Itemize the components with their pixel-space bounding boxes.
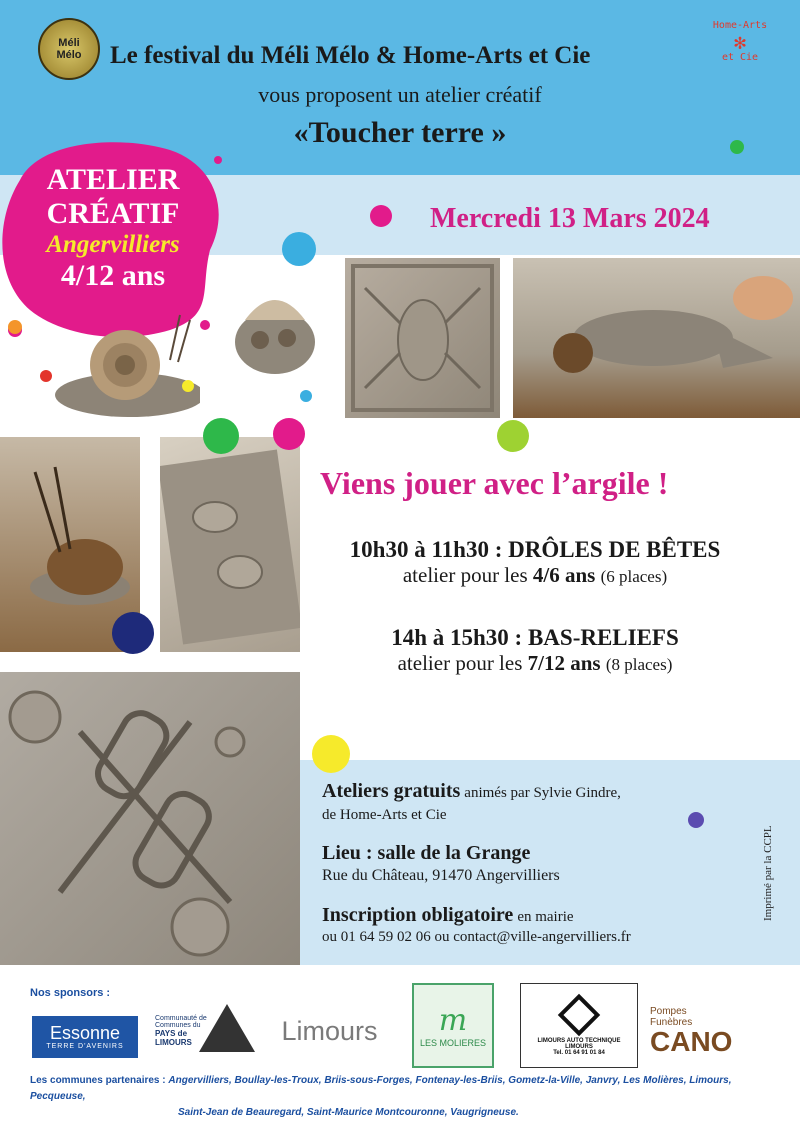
paint-dot-red (40, 370, 52, 382)
triangle-icon (199, 1004, 255, 1052)
session-2-places: (8 places) (605, 655, 673, 674)
renault-logo (520, 983, 638, 1068)
registration-heading: Inscription obligatoire (322, 904, 514, 926)
cc-line3: PAYS de (155, 1029, 188, 1038)
cano-line2: Funèbres (650, 1017, 693, 1028)
dragonfly-relief-photo (0, 672, 300, 965)
session-1-places: (6 places) (600, 567, 668, 586)
session-2 (320, 625, 750, 676)
splash-ages: 4/12 ans (60, 259, 166, 292)
communes-line2: Saint-Jean de Beauregard, Saint-Maurice Montcouronne, Vaugrigneuse. (178, 1107, 519, 1118)
molieres-emblem-icon: m (438, 1003, 468, 1038)
free-workshops (322, 780, 621, 824)
paint-dot-blue-small (300, 390, 312, 402)
session-1-ages: 4/6 ans (532, 563, 596, 587)
printer-note (758, 800, 778, 920)
partner-communes (30, 1073, 780, 1121)
bird-sculpture-photo (513, 258, 800, 418)
splash-line2: CRÉATIF (46, 197, 180, 230)
session-2-ages: 7/12 ans (527, 651, 601, 675)
session-2-subtitle (320, 651, 750, 676)
paint-dot-magenta-2 (273, 418, 305, 450)
main-heading: Viens jouer avec l’argile ! (320, 465, 669, 501)
splash-line1: ATELIER (46, 163, 180, 196)
free-detail: animés par Sylvie Gindre, (464, 785, 621, 801)
registration-contact: ou 01 64 59 02 06 ou contact@ville-angervilliers.fr (322, 929, 631, 945)
cc-line4: LIMOURS (155, 1038, 192, 1047)
splash-town: Angervilliers (46, 231, 180, 258)
free-detail-2: de Home-Arts et Cie (322, 807, 447, 823)
cano-line1: Pompes (650, 1006, 687, 1017)
header-subtitle: vous proposent un atelier créatif (258, 82, 542, 107)
limours-logo: Limours (281, 1015, 378, 1046)
communes-label: Les communes partenaires : (30, 1075, 169, 1086)
lobster-icon: ✻ (733, 30, 747, 54)
spider-relief-photo (345, 258, 500, 418)
cc-line1: Communauté de (155, 1015, 207, 1022)
paint-dot-navy (112, 612, 154, 654)
registration (322, 904, 631, 946)
header-organizers: Le festival du Méli Mélo & Home-Arts et Cie (110, 42, 591, 69)
renault-line2: LIMOURS (565, 1043, 593, 1050)
renault-diamond-icon (558, 993, 600, 1035)
home-arts-logo-line2: et Cie (721, 52, 759, 63)
molieres-name: LES MOLIERES (419, 1038, 487, 1048)
home-arts-logo-line1: Home-Arts (712, 20, 768, 31)
free-heading: Ateliers gratuits (322, 780, 461, 802)
home-arts-logo (700, 20, 780, 80)
page-title: «Toucher terre » (293, 116, 507, 149)
renault-line3: Tel. 01 64 91 01 84 (553, 1049, 605, 1056)
paint-dot-magenta (370, 205, 392, 227)
sponsors-label: Nos sponsors : (30, 987, 111, 999)
location-heading: Lieu : salle de la Grange (322, 842, 531, 864)
meli-melo-logo (38, 18, 100, 80)
paint-dot-lime (497, 420, 529, 452)
meli-melo-logo-line2: Mélo (56, 49, 82, 61)
essonne-name: Essonne (49, 1023, 121, 1043)
session-2-title: 14h à 15h30 : BAS-RELIEFS (391, 625, 679, 650)
registration-where: en mairie (517, 909, 574, 925)
paint-dot-green-2 (203, 418, 239, 454)
session-1 (320, 537, 750, 588)
shell-sculpture-photo (225, 280, 325, 380)
renault-line1: LIMOURS AUTO TECHNIQUE (537, 1037, 621, 1044)
paint-dot-yellow-2 (312, 735, 350, 773)
location-address: Rue du Château, 91470 Angervilliers (322, 867, 560, 884)
location (322, 842, 560, 885)
paint-dot-orange (8, 320, 22, 334)
paint-dot-blue (282, 232, 316, 266)
cano-logo (650, 1000, 750, 1062)
event-date: Mercredi 13 Mars 2024 (430, 203, 710, 234)
session-1-title: 10h30 à 11h30 : DRÔLES DE BÊTES (349, 537, 721, 562)
session-2-prefix: atelier pour les (397, 651, 528, 675)
cano-name: CANO (650, 1026, 733, 1057)
essonne-logo (32, 1016, 138, 1058)
printer-note-text: Imprimé par la CCPL (762, 825, 774, 921)
snail-sculpture-photo (40, 300, 200, 425)
cc-line2: Communes du (155, 1022, 201, 1029)
paint-dot-purple (688, 812, 704, 828)
molieres-logo (412, 983, 494, 1068)
paint-dot-yellow (182, 380, 194, 392)
cc-pays-limours-logo (155, 1000, 255, 1062)
splash-text (8, 163, 218, 293)
session-1-prefix: atelier pour les (402, 563, 533, 587)
meli-melo-logo-line1: Méli (58, 37, 80, 49)
paint-dot-green (730, 140, 744, 154)
session-1-subtitle (320, 563, 750, 588)
communes-line1: Angervilliers, Boullay-les-Troux, Briis-sous-Forges, Fontenay-les-Briis, Gometz-la-Ville, Janvry, Les Molières, Limours, Pecqueuse, (30, 1075, 732, 1102)
essonne-tagline: TERRE D'AVENIRS (46, 1043, 124, 1050)
beetle-relief-photo (160, 437, 300, 652)
